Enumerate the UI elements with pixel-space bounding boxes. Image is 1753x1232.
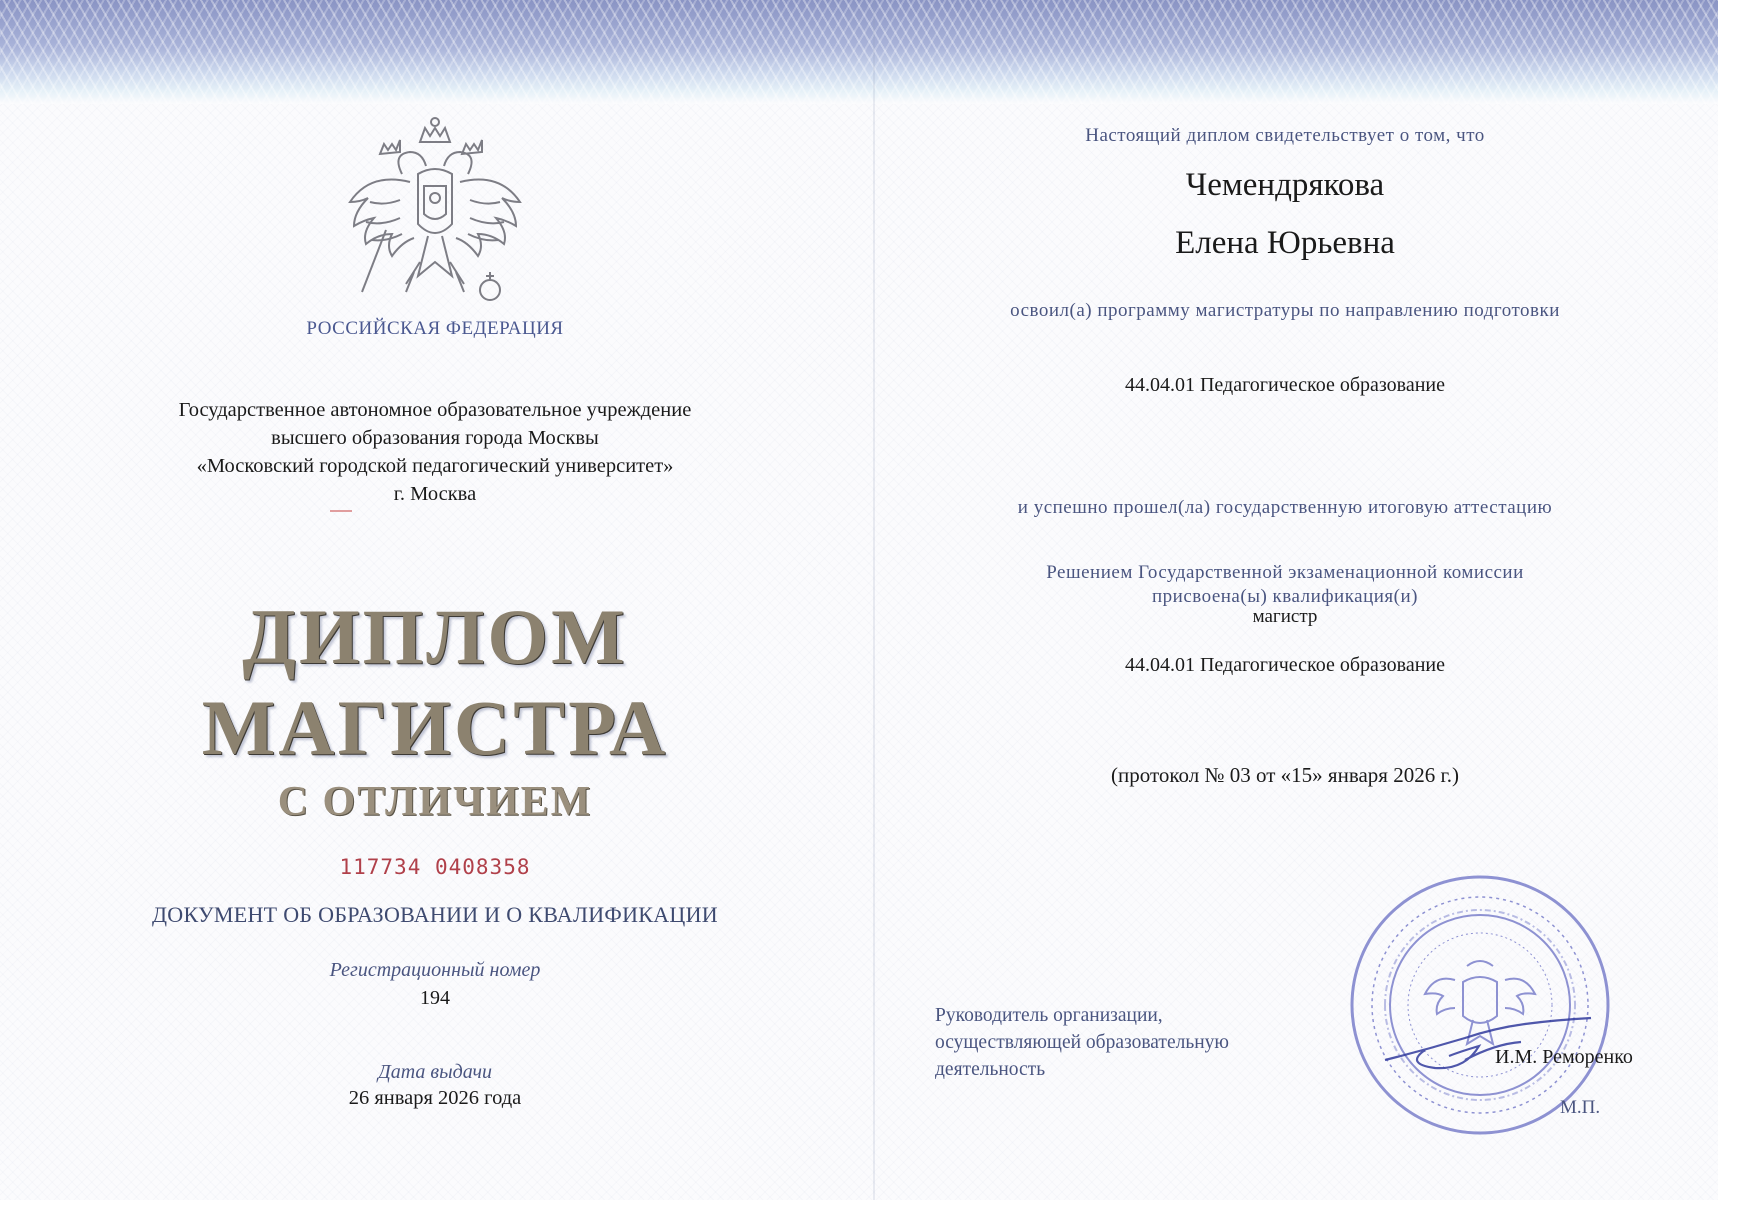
- graduate-last-name: Чемендрякова: [1185, 167, 1385, 203]
- registration-number: 194: [420, 987, 450, 1009]
- graduate-first-names: Елена Юрьевна: [1175, 225, 1395, 261]
- head-label-line: Руководитель организации,: [935, 1005, 1163, 1026]
- honors-label: С ОТЛИЧИЕМ: [277, 779, 593, 825]
- institution-line: «Московский городской педагогический университет»: [196, 455, 674, 477]
- diploma-title-line2: МАГИСТРА: [201, 684, 669, 771]
- commission-text: Решением Государственной экзаменационной комиссии: [1046, 562, 1524, 583]
- commission-text: присвоена(ы) квалификация(и): [1151, 586, 1418, 607]
- qualification-value: магистр: [1252, 606, 1318, 627]
- program-text: освоил(а) программу магистратуры по направлению подготовки: [1010, 300, 1560, 321]
- protocol-reference: (протокол № 03 от «15» января 2026 г.): [1111, 763, 1459, 787]
- attestation-text: и успешно прошел(ла) государственную итоговую аттестацию: [1017, 497, 1553, 518]
- institution-line: Государственное автономное образовательное учреждение: [178, 399, 692, 421]
- diploma-title-line1: ДИПЛОМ: [242, 593, 628, 680]
- document-description: ДОКУМЕНТ ОБ ОБРАЗОВАНИИ И О КВАЛИФИКАЦИИ: [151, 902, 718, 927]
- institution-city: г. Москва: [393, 483, 477, 505]
- institution-line: высшего образования города Москвы: [271, 427, 599, 449]
- issue-date-value: 26 января 2026 года: [348, 1087, 522, 1109]
- print-mark: [330, 510, 352, 512]
- head-of-organization-label: [935, 1002, 1295, 1083]
- issue-date-label: Дата выдачи: [377, 1061, 493, 1083]
- program-direction: 44.04.01 Педагогическое образование: [1124, 374, 1446, 396]
- signer-name: И.М. Реморенко: [1495, 1046, 1633, 1068]
- head-label-line: деятельность: [935, 1059, 1046, 1080]
- signature-icon: [1365, 1010, 1605, 1080]
- coat-of-arms-icon: [340, 112, 530, 322]
- country-name: РОССИЙСКАЯ ФЕДЕРАЦИЯ: [306, 318, 564, 339]
- institution-block: [100, 396, 770, 508]
- guilloche-band: [0, 0, 1718, 104]
- registration-label: Регистрационный номер: [329, 959, 541, 981]
- qualification-direction: 44.04.01 Педагогическое образование: [1124, 654, 1446, 676]
- center-fold: [873, 0, 875, 1200]
- serial-number: 117734 0408358: [339, 855, 531, 879]
- seal-place-label: М.П.: [1560, 1097, 1601, 1118]
- head-label-line: осуществляющей образовательную: [935, 1032, 1229, 1053]
- intro-text: Настоящий диплом свидетельствует о том, что: [1085, 125, 1485, 146]
